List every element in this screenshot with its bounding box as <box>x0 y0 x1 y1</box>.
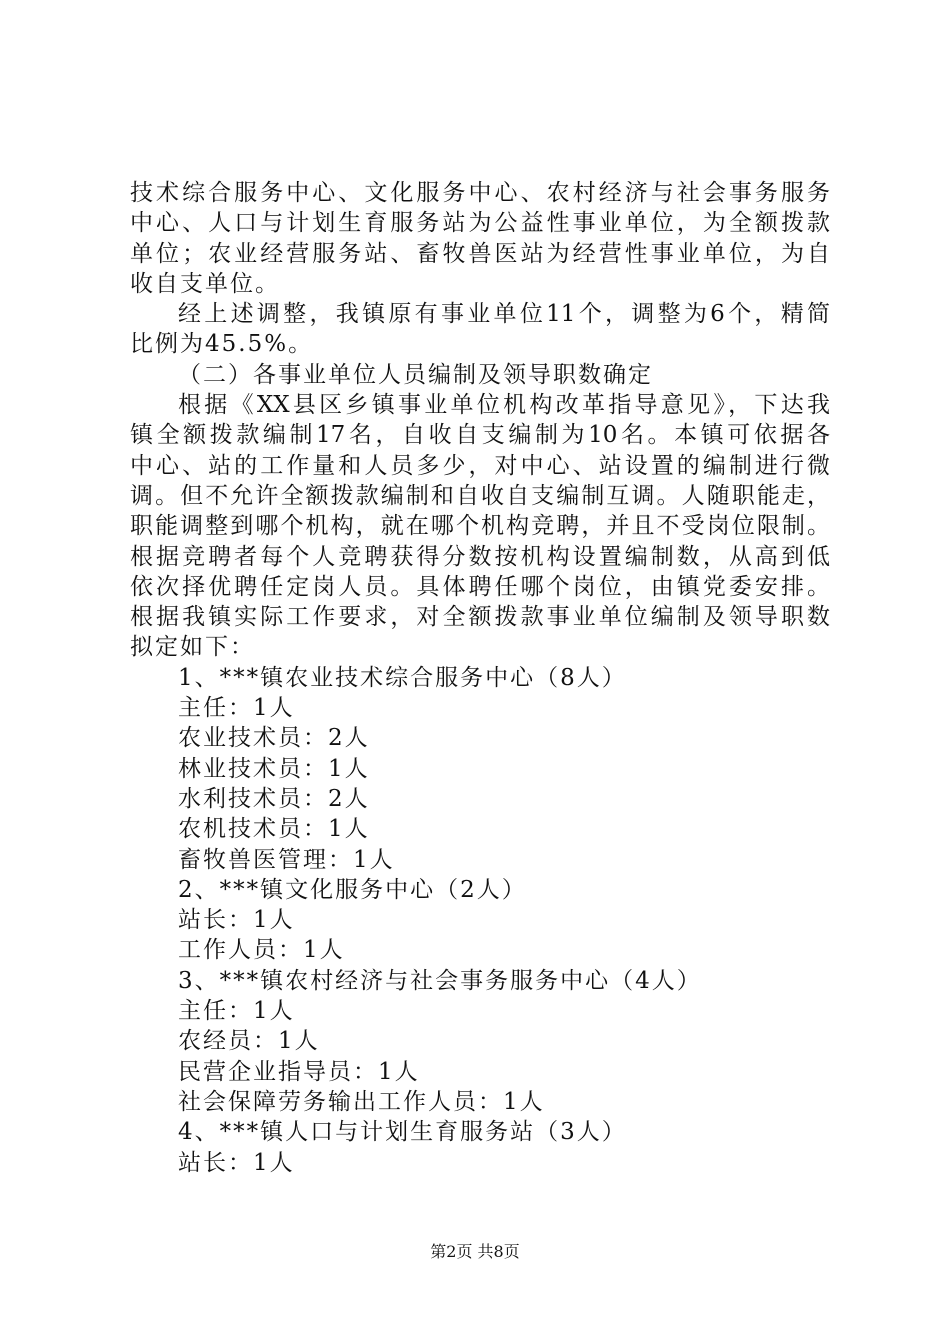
text-line: 社会保障劳务输出工作人员：1人 <box>178 1088 545 1115</box>
text-line: 2、***镇文化服务中心（2人） <box>178 876 527 903</box>
text-line: 3、***镇农村经济与社会事务服务中心（4人） <box>178 967 702 994</box>
text-line: 农机技术员：1人 <box>178 816 370 843</box>
text-line: （二）各事业单位人员编制及领导职数确定 <box>178 361 653 388</box>
text-line: 根据我镇实际工作要求，对全额拨款事业单位编制及领导职数 <box>130 604 830 631</box>
text-line: 技术综合服务中心、文化服务中心、农村经济与社会事务服务 <box>130 180 830 206</box>
text-line: 中心、站的工作量和人员多少，对中心、站设置的编制进行微 <box>130 452 830 479</box>
text-line: 镇全额拨款编制17名，自收自支编制为10名。本镇可依据各 <box>130 422 830 449</box>
text-line: 站长：1人 <box>178 1149 295 1176</box>
text-line: 工作人员：1人 <box>178 937 345 964</box>
text-line: 林业技术员：1人 <box>178 755 370 782</box>
text-line: 水利技术员：2人 <box>178 785 370 812</box>
text-line: 拟定如下： <box>130 634 255 661</box>
text-line: 比例为45.5%。 <box>130 331 314 358</box>
text-line: 中心、人口与计划生育服务站为公益性事业单位，为全额拨款 <box>130 210 830 237</box>
page-footer: 第2页 共8页 <box>430 1242 520 1261</box>
text-line: 收自支单位。 <box>130 270 280 297</box>
text-line: 1、***镇农业技术综合服务中心（8人） <box>178 664 627 691</box>
text-line: 职能调整到哪个机构，就在哪个机构竞聘，并且不受岗位限制。 <box>130 513 830 540</box>
document-body <box>130 178 830 1178</box>
text-line: 经上述调整，我镇原有事业单位11个，调整为6个，精简 <box>178 301 830 328</box>
text-line: 农经员：1人 <box>178 1028 320 1055</box>
text-line: 单位；农业经营服务站、畜牧兽医站为经营性事业单位，为自 <box>130 240 830 267</box>
text-line: 调。但不允许全额拨款编制和自收自支编制互调。人随职能走， <box>130 482 830 509</box>
text-line: 依次择优聘任定岗人员。具体聘任哪个岗位，由镇党委安排。 <box>130 573 830 600</box>
text-line: 民营企业指导员：1人 <box>178 1058 420 1085</box>
text-line: 4、***镇人口与计划生育服务站（3人） <box>178 1119 627 1146</box>
text-line: 主任：1人 <box>178 695 295 722</box>
text-line: 畜牧兽医管理：1人 <box>178 846 395 873</box>
text-line: 主任：1人 <box>178 998 295 1025</box>
text-line: 根据《XX县区乡镇事业单位机构改革指导意见》，下达我 <box>178 392 830 419</box>
text-line: 农业技术员：2人 <box>178 725 370 752</box>
text-line: 站长：1人 <box>178 907 295 934</box>
text-line: 根据竞聘者每个人竞聘获得分数按机构设置编制数，从高到低 <box>130 543 830 570</box>
